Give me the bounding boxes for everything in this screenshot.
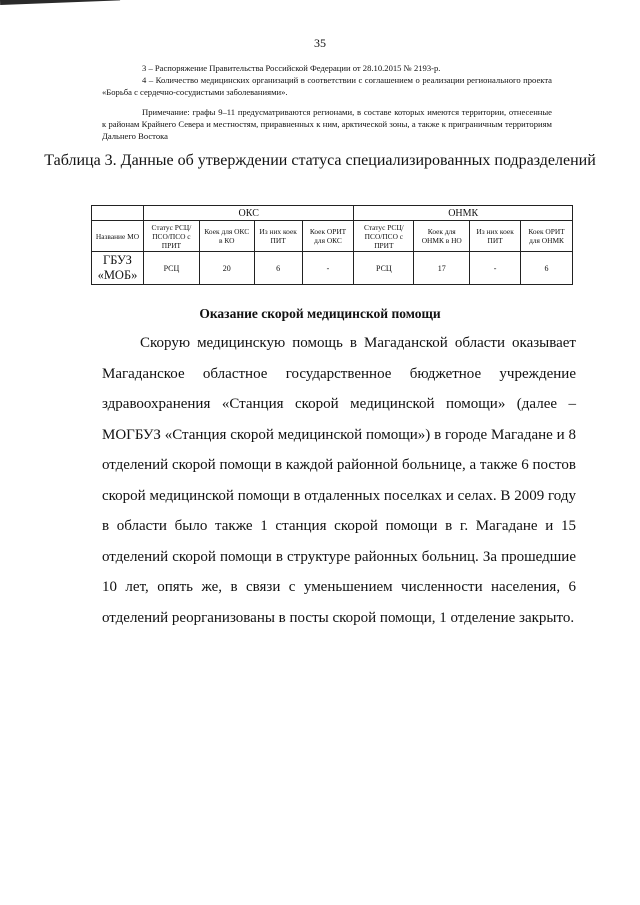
table-cell: -: [470, 252, 521, 285]
page-number: 35: [314, 36, 326, 50]
scan-edge-mark: [0, 0, 120, 5]
table-cell: -: [302, 252, 354, 285]
status-table: [91, 205, 573, 285]
table-cell: 6: [254, 252, 302, 285]
table-group-blank: [92, 206, 144, 221]
table-cell: 17: [414, 252, 470, 285]
table-cell: РСЦ: [143, 252, 199, 285]
table-cell: 20: [199, 252, 254, 285]
footnote-4: 4 – Количество медицинских организаций в соответствии с соглашением о реализации регионального проекта «Борьба с сердечно-сосудистыми заболеваниями».: [102, 75, 552, 97]
table-header: Коек для ОНМК в НО: [414, 221, 470, 252]
table-cell: РСЦ: [354, 252, 414, 285]
section-title: Оказание скорой медицинской помощи: [199, 306, 441, 321]
table-cell-mo: ГБУЗ «МОБ»: [92, 252, 144, 285]
table-cell: 6: [521, 252, 573, 285]
table-header: Статус РСЦ/ПСО/ПСО с ПРИТ: [143, 221, 199, 252]
footnote-3: 3 – Распоряжение Правительства Российской Федерации от 28.10.2015 № 2193-р.: [142, 63, 441, 73]
table-header: Из них коек ПИТ: [470, 221, 521, 252]
main-text: [102, 328, 576, 633]
table-header: Статус РСЦ/ПСО/ПСО с ПРИТ: [354, 221, 414, 252]
table-group-onmk: ОНМК: [354, 206, 573, 221]
table-note: Примечание: графы 9–11 предусматриваются регионами, в составе которых имеются территории, отнесенные к районам Крайнего Севера и местностям, приравненных к ним, арктической зоны, а также к приграничным территориям Дальнего Востока: [102, 107, 552, 141]
table-header: Из них коек ПИТ: [254, 221, 302, 252]
table-row: [92, 252, 573, 285]
table-group-oks: ОКС: [143, 206, 353, 221]
table-caption: Таблица 3. Данные об утверждении статуса специализированных подразделений: [44, 152, 596, 169]
footnotes: [102, 62, 552, 142]
table-header: Коек ОРИТ для ОНМК: [521, 221, 573, 252]
table-header: Название МО: [92, 221, 144, 252]
body-paragraph: Скорую медицинскую помощь в Магаданской области оказывает Магаданское областное государственное бюджетное учреждение здравоохранения «Станция скорой медицинской помощи» (далее – МОГБУЗ «Станция скорой медицинской помощи») в городе Магадане и 8 отделений скорой помощи в каждой районной больнице, а также 6 постов скорой медицинской помощи в отдаленных поселках и селах. В 2009 году в области было также 1 станция скорой помощи в г. Магадане и 15 отделений скорой помощи в структуре районных больниц. За прошедшие 10 лет, опять же, в связи с уменьшением численности населения, 6 отделений реорганизованы в посты скорой помощи, 1 отделение закрыто.: [102, 335, 576, 626]
table-header: Коек ОРИТ для ОКС: [302, 221, 354, 252]
table-header: Коек для ОКС в КО: [199, 221, 254, 252]
